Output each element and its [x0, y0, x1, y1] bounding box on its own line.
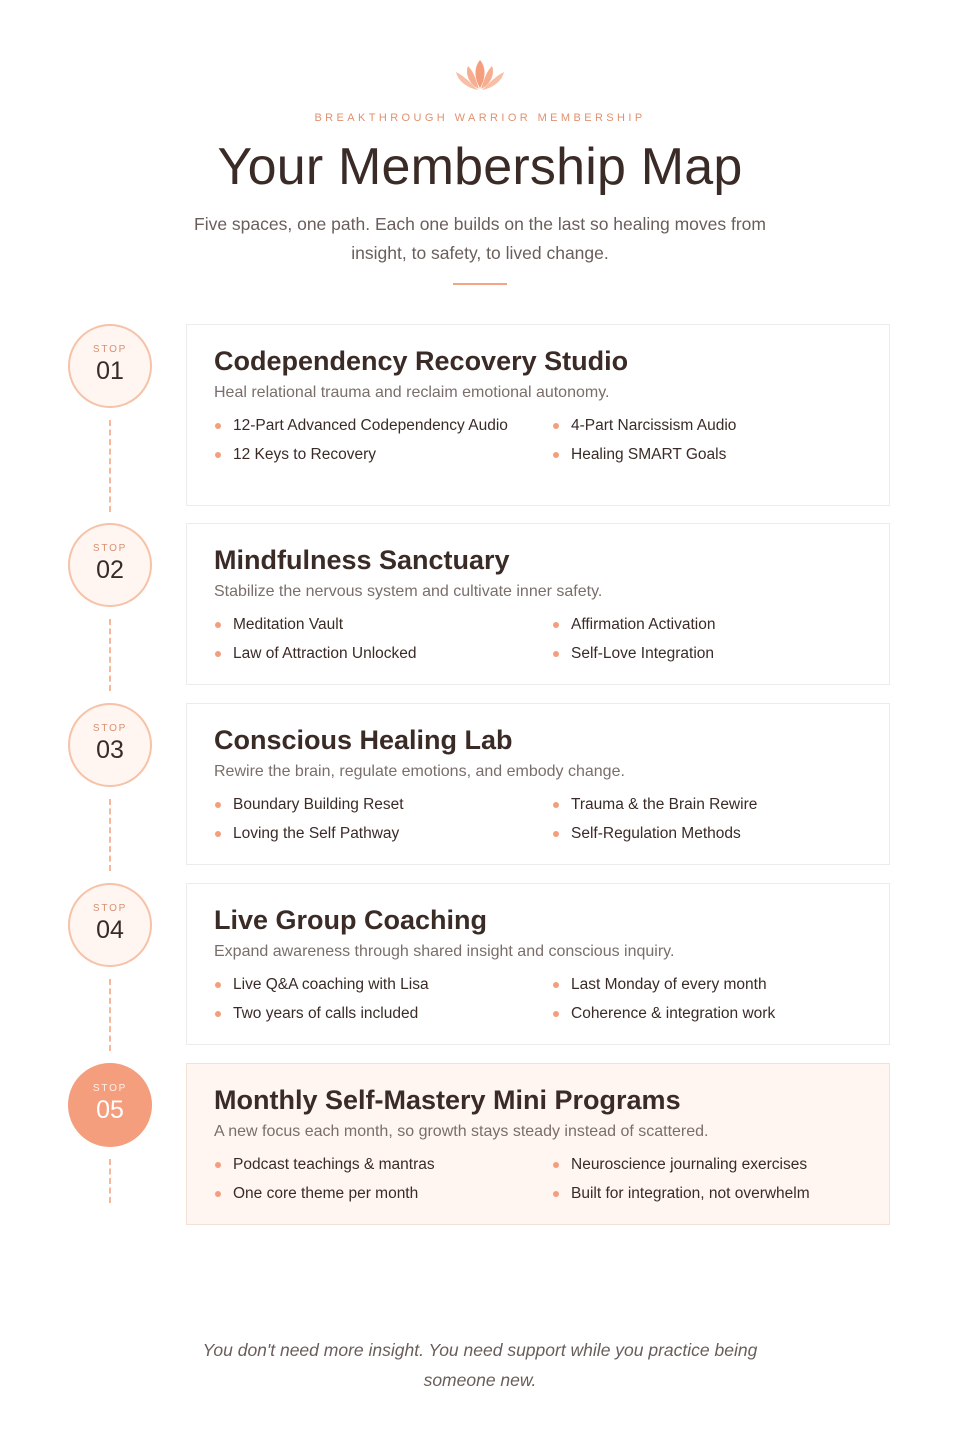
feature-item: Healing SMART Goals: [552, 445, 852, 464]
bullet-dot-icon: [215, 1011, 221, 1017]
feature-item: Podcast teachings & mantras: [214, 1155, 552, 1174]
card-title: Codependency Recovery Studio: [214, 346, 629, 376]
card-subtitle: Stabilize the nervous system and cultivate inner safety.: [214, 583, 603, 600]
stop-marker-02: [68, 523, 154, 607]
feature-list: [214, 1155, 862, 1203]
feature-item: Self-Love Integration: [552, 644, 852, 663]
stop-number: 01: [96, 357, 124, 385]
feature-item: 12 Keys to Recovery: [214, 445, 552, 464]
feature-item: Live Q&A coaching with Lisa: [214, 975, 552, 994]
feature-list: [214, 416, 862, 464]
bullet-dot-icon: [553, 982, 559, 988]
eyebrow-label: BREAKTHROUGH WARRIOR MEMBERSHIP: [314, 112, 646, 124]
intro-text: Five spaces, one path. Each one builds on the last so healing moves from insight, to safety, to lived change.: [194, 214, 766, 263]
feature-item: Boundary Building Reset: [214, 795, 552, 814]
bullet-dot-icon: [553, 1191, 559, 1197]
stop-card-05: [186, 1063, 890, 1225]
feature-item: Two years of calls included: [214, 1004, 552, 1023]
bullet-dot-icon: [215, 802, 221, 808]
stop-number: 03: [96, 736, 124, 764]
feature-list: [214, 795, 862, 843]
bullet-dot-icon: [215, 651, 221, 657]
feature-item: 12-Part Advanced Codependency Audio: [214, 416, 552, 435]
feature-item: Meditation Vault: [214, 615, 552, 634]
feature-item: Neuroscience journaling exercises: [552, 1155, 852, 1174]
bullet-dot-icon: [215, 423, 221, 429]
timeline-connector: [109, 799, 111, 871]
card-subtitle: Heal relational trauma and reclaim emotional autonomy.: [214, 384, 610, 401]
stop-circle: [68, 523, 152, 607]
feature-item: Affirmation Activation: [552, 615, 852, 634]
card-title: Monthly Self-Mastery Mini Programs: [214, 1085, 681, 1115]
bullet-dot-icon: [215, 831, 221, 837]
stop-label: STOP: [92, 903, 128, 914]
bullet-dot-icon: [553, 831, 559, 837]
bullet-dot-icon: [553, 1162, 559, 1168]
bullet-dot-icon: [553, 622, 559, 628]
bullet-dot-icon: [215, 982, 221, 988]
card-title: Mindfulness Sanctuary: [214, 545, 510, 575]
stop-label: STOP: [92, 723, 128, 734]
bullet-dot-icon: [215, 1191, 221, 1197]
stop-card-03: [186, 703, 890, 865]
card-subtitle: A new focus each month, so growth stays steady instead of scattered.: [214, 1123, 709, 1140]
stop-card-01: [186, 324, 890, 506]
stop-circle: [68, 703, 152, 787]
bullet-dot-icon: [553, 423, 559, 429]
card-title: Conscious Healing Lab: [214, 725, 513, 755]
feature-item: Last Monday of every month: [552, 975, 852, 994]
stop-marker-03: [68, 703, 154, 787]
bullet-dot-icon: [553, 651, 559, 657]
lotus-icon: [453, 58, 507, 94]
stop-label: STOP: [92, 344, 128, 355]
card-subtitle: Rewire the brain, regulate emotions, and embody change.: [214, 763, 625, 780]
stop-number: 02: [96, 556, 124, 584]
bullet-dot-icon: [553, 452, 559, 458]
feature-item: Coherence & integration work: [552, 1004, 852, 1023]
stop-marker-04: [68, 883, 154, 967]
feature-item: 4-Part Narcissism Audio: [552, 416, 852, 435]
bullet-dot-icon: [215, 622, 221, 628]
divider: [453, 283, 507, 285]
stop-card-02: [186, 523, 890, 685]
stop-marker-01: [68, 324, 154, 408]
feature-item: One core theme per month: [214, 1184, 552, 1203]
stop-circle-active: [68, 1063, 152, 1147]
stop-number: 05: [96, 1096, 124, 1124]
timeline-connector: [109, 979, 111, 1051]
stop-label: STOP: [92, 1083, 128, 1094]
feature-item: Trauma & the Brain Rewire: [552, 795, 852, 814]
timeline-connector: [109, 420, 111, 512]
bullet-dot-icon: [215, 1162, 221, 1168]
card-subtitle: Expand awareness through shared insight and conscious inquiry.: [214, 943, 675, 960]
stop-number: 04: [96, 916, 124, 944]
bullet-dot-icon: [553, 1011, 559, 1017]
feature-list: [214, 615, 862, 663]
feature-item: Self-Regulation Methods: [552, 824, 852, 843]
stop-card-04: [186, 883, 890, 1045]
stop-circle: [68, 883, 152, 967]
stop-circle: [68, 324, 152, 408]
card-title: Live Group Coaching: [214, 905, 488, 935]
timeline-connector: [109, 619, 111, 691]
stop-label: STOP: [92, 543, 128, 554]
stop-marker-05: [68, 1063, 154, 1147]
feature-list: [214, 975, 862, 1023]
bullet-dot-icon: [215, 452, 221, 458]
bullet-dot-icon: [553, 802, 559, 808]
feature-item: Law of Attraction Unlocked: [214, 644, 552, 663]
feature-item: Built for integration, not overwhelm: [552, 1184, 852, 1203]
page-title: Your Membership Map: [217, 138, 743, 196]
feature-item: Loving the Self Pathway: [214, 824, 552, 843]
closing-quote: You don't need more insight. You need support while you practice being someone new.: [202, 1340, 758, 1390]
timeline-connector: [109, 1159, 111, 1203]
